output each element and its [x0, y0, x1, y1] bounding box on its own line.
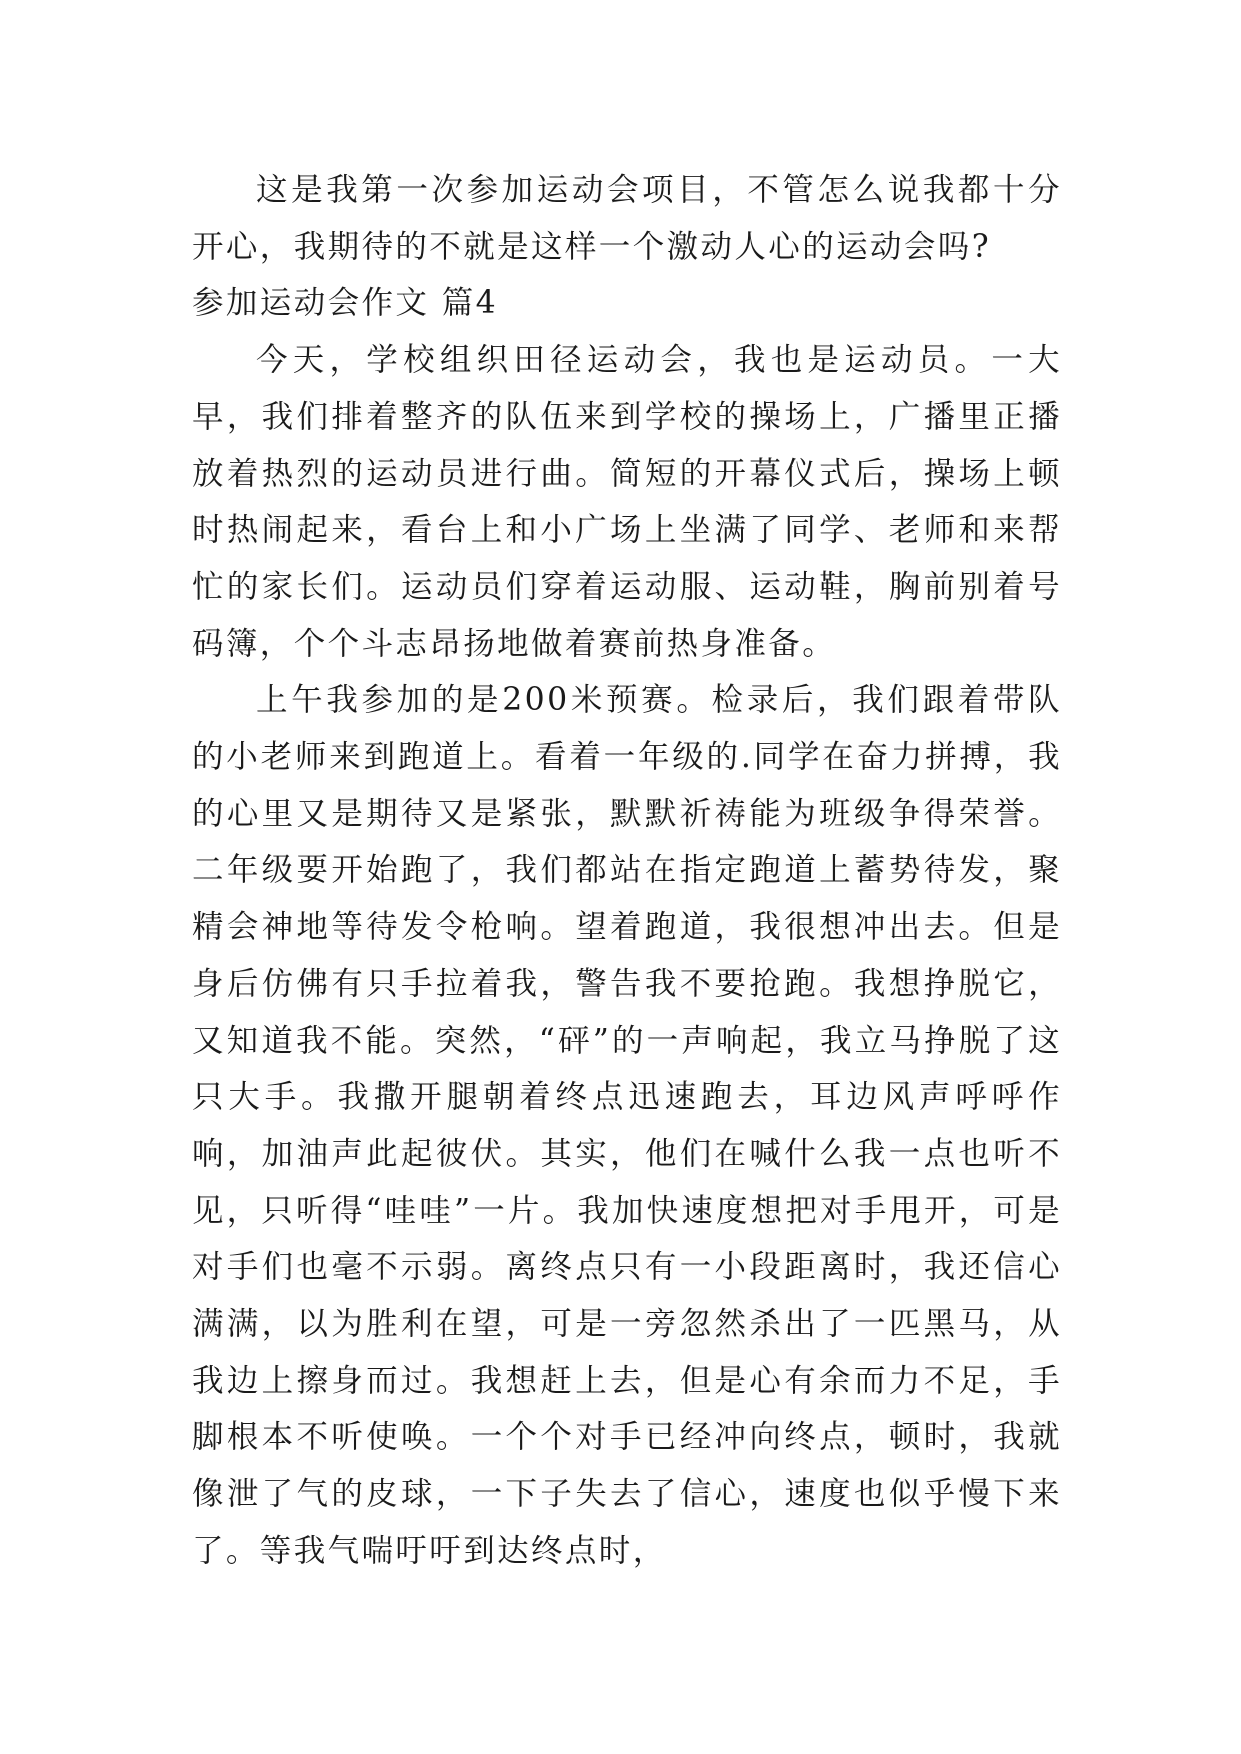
document-body	[192, 162, 1062, 1580]
paragraph-closing-essay-3: 这是我第一次参加运动会项目，不管怎么说我都十分开心，我期待的不就是这样一个激动人心的运动会吗?	[192, 172, 1062, 265]
essay-heading: 参加运动会作文 篇4	[192, 285, 499, 322]
paragraph-200m-race: 上午我参加的是200米预赛。检录后，我们跟着带队的小老师来到跑道上。看着一年级的.同学在奋力拼搏，我的心里又是期待又是紧张，默默祈祷能为班级争得荣誉。二年级要开始跑了，我们都站在指定跑道上蓄势待发，聚精会神地等待发令枪响。望着跑道，我很想冲出去。但是身后仿佛有只手拉着我，警告我不要抢跑。我想挣脱它，又知道我不能。突然，“砰”的一声响起，我立马挣脱了这只大手。我撒开腿朝着终点迅速跑去，耳边风声呼呼作响，加油声此起彼伏。其实，他们在喊什么我一点也听不见，只听得“哇哇”一片。我加快速度想把对手甩开，可是对手们也毫不示弱。离终点只有一小段距离时，我还信心满满，以为胜利在望，可是一旁忽然杀出了一匹黑马，从我边上擦身而过。我想赶上去，但是心有余而力不足，手脚根本不听使唤。一个个对手已经冲向终点，顿时，我就像泄了气的皮球，一下子失去了信心，速度也似乎慢下来了。等我气喘吁吁到达终点时，	[192, 682, 1062, 1569]
paragraph-opening-ceremony: 今天，学校组织田径运动会，我也是运动员。一大早，我们排着整齐的队伍来到学校的操场上，广播里正播放着热烈的运动员进行曲。简短的开幕仪式后，操场上顿时热闹起来，看台上和小广场上坐满了同学、老师和来帮忙的家长们。运动员们穿着运动服、运动鞋，胸前别着号码簿，个个斗志昂扬地做着赛前热身准备。	[192, 342, 1062, 662]
